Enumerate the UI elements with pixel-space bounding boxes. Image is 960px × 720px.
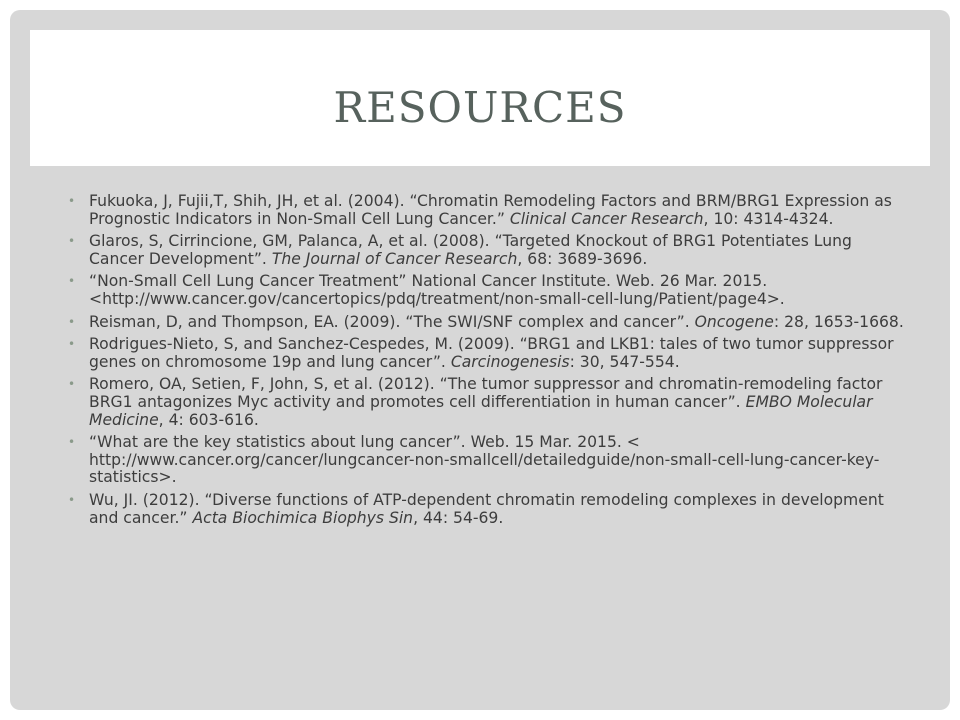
reference-source: Carcinogenesis: [450, 352, 570, 371]
reference-item: [62, 336, 907, 371]
bullet-icon: •: [68, 314, 76, 329]
bullet-icon: •: [68, 274, 76, 289]
reference-detail: , 44: 54-69.: [413, 508, 504, 527]
reference-text: Glaros, S, Cirrincione, GM, Palanca, A, et al. (2008). “Targeted Knockout of BRG1 Potentiates Lung Cancer Development”.: [89, 232, 852, 268]
reference-item: [62, 193, 907, 228]
reference-item: [62, 434, 907, 487]
reference-detail: , 10: 4314-4324.: [703, 209, 834, 228]
reference-detail: , 4: 603-616.: [158, 410, 259, 429]
slide-title: RESOURCES: [333, 82, 627, 132]
reference-text: Reisman, D, and Thompson, EA. (2009). “The SWI/SNF complex and cancer”.: [89, 312, 695, 331]
reference-text: Rodrigues-Nieto, S, and Sanchez-Cespedes, M. (2009). “BRG1 and LKB1: tales of two tumor suppressor genes on chromosome 19p and lung cancer”.: [89, 335, 894, 371]
bullet-icon: •: [68, 234, 76, 249]
reference-source: The Journal of Cancer Research: [271, 249, 518, 268]
reference-text: Romero, OA, Setien, F, John, S, et al. (2012). “The tumor suppressor and chromatin-remodeling factor BRG1 antagonizes Myc activity and promotes cell differentiation in human cancer”.: [89, 375, 883, 411]
reference-source: Oncogene: [694, 312, 774, 331]
reference-text: Wu, JI. (2012). “Diverse functions of ATP-dependent chromatin remodeling complexes in development and cancer.”: [89, 490, 884, 527]
reference-item: [62, 492, 907, 527]
reference-source: Acta Biochimica Biophys Sin: [192, 508, 414, 527]
reference-item: [62, 376, 907, 429]
reference-text: Fukuoka, J, Fujii,T, Shih, JH, et al. (2004). “Chromatin Remodeling Factors and BRM/BRG1 Expression as Prognostic Indicators in Non-Small Cell Lung Cancer.”: [89, 192, 892, 228]
bullet-icon: •: [68, 337, 76, 352]
reference-item: [62, 314, 907, 332]
title-box: [30, 30, 930, 166]
reference-detail: , 68: 3689-3696.: [517, 249, 648, 268]
reference-source: Clinical Cancer Research: [509, 209, 704, 228]
reference-text: “Non-Small Cell Lung Cancer Treatment” National Cancer Institute. Web. 26 Mar. 2015. <http://www.cancer.gov/cancertopics/pdq/treatment/non-small-cell-lung/Patient/page4>.: [89, 272, 785, 308]
reference-detail: : 28, 1653-1668.: [773, 312, 904, 331]
reference-detail: : 30, 547-554.: [569, 352, 680, 371]
reference-item: [62, 273, 907, 308]
bullet-icon: •: [68, 435, 76, 450]
reference-list: [62, 193, 907, 532]
reference-source: EMBO Molecular Medicine: [89, 392, 873, 429]
slide: [10, 10, 950, 710]
reference-item: [62, 233, 907, 268]
bullet-icon: •: [68, 194, 76, 208]
bullet-icon: •: [68, 377, 76, 392]
bullet-icon: •: [68, 492, 76, 507]
reference-text: “What are the key statistics about lung cancer”. Web. 15 Mar. 2015. < http://www.cancer.org/cancer/lungcancer-non-smallcell/detailedguide/non-small-cell-lung-cancer-key-statistics>.: [89, 433, 880, 487]
